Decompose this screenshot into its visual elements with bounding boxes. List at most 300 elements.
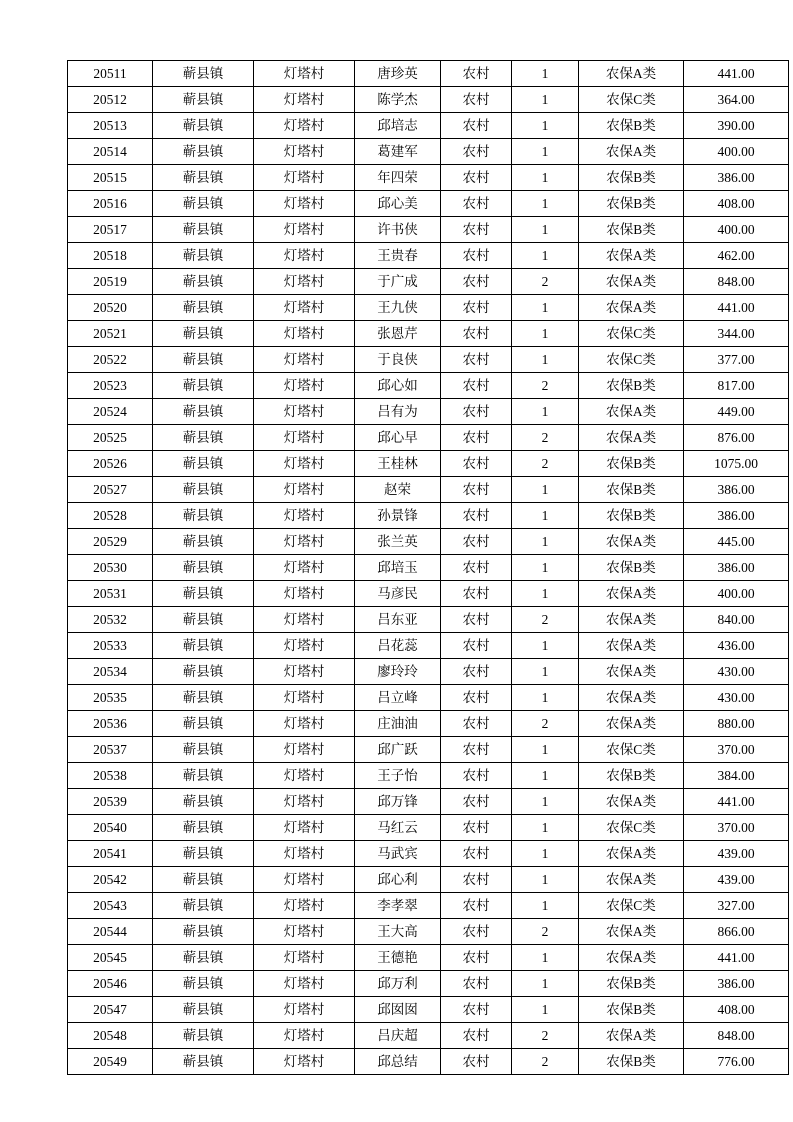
cell-household-type: 农村 <box>441 971 512 997</box>
cell-name: 邱广跃 <box>355 737 441 763</box>
table-row <box>68 451 789 477</box>
cell-count: 1 <box>512 477 579 503</box>
cell-id: 20511 <box>68 61 153 87</box>
cell-town: 蕲县镇 <box>153 997 254 1023</box>
cell-count: 1 <box>512 503 579 529</box>
cell-household-type: 农村 <box>441 841 512 867</box>
cell-id: 20547 <box>68 997 153 1023</box>
cell-village: 灯塔村 <box>254 893 355 919</box>
cell-household-type: 农村 <box>441 919 512 945</box>
table-row <box>68 139 789 165</box>
cell-count: 1 <box>512 633 579 659</box>
cell-id: 20549 <box>68 1049 153 1075</box>
cell-household-type: 农村 <box>441 373 512 399</box>
cell-category: 农保B类 <box>579 165 684 191</box>
cell-category: 农保A类 <box>579 919 684 945</box>
cell-count: 1 <box>512 347 579 373</box>
cell-village: 灯塔村 <box>254 997 355 1023</box>
table-row <box>68 919 789 945</box>
cell-id: 20548 <box>68 1023 153 1049</box>
table-row <box>68 945 789 971</box>
cell-town: 蕲县镇 <box>153 685 254 711</box>
cell-count: 1 <box>512 113 579 139</box>
cell-name: 邱心如 <box>355 373 441 399</box>
cell-town: 蕲县镇 <box>153 321 254 347</box>
table-row <box>68 503 789 529</box>
cell-category: 农保A类 <box>579 685 684 711</box>
cell-name: 邱心早 <box>355 425 441 451</box>
table-row <box>68 1049 789 1075</box>
cell-amount: 840.00 <box>684 607 789 633</box>
table-row <box>68 763 789 789</box>
cell-amount: 430.00 <box>684 659 789 685</box>
cell-id: 20525 <box>68 425 153 451</box>
cell-village: 灯塔村 <box>254 217 355 243</box>
cell-category: 农保C类 <box>579 737 684 763</box>
cell-household-type: 农村 <box>441 451 512 477</box>
cell-name: 王桂林 <box>355 451 441 477</box>
cell-amount: 848.00 <box>684 1023 789 1049</box>
cell-category: 农保B类 <box>579 477 684 503</box>
table-row <box>68 789 789 815</box>
cell-village: 灯塔村 <box>254 659 355 685</box>
cell-name: 唐珍英 <box>355 61 441 87</box>
table-row <box>68 113 789 139</box>
cell-id: 20534 <box>68 659 153 685</box>
cell-household-type: 农村 <box>441 269 512 295</box>
cell-name: 于广成 <box>355 269 441 295</box>
cell-amount: 386.00 <box>684 555 789 581</box>
cell-village: 灯塔村 <box>254 477 355 503</box>
cell-town: 蕲县镇 <box>153 347 254 373</box>
cell-count: 1 <box>512 217 579 243</box>
cell-household-type: 农村 <box>441 1049 512 1075</box>
cell-id: 20515 <box>68 165 153 191</box>
cell-id: 20542 <box>68 867 153 893</box>
cell-category: 农保A类 <box>579 945 684 971</box>
cell-id: 20516 <box>68 191 153 217</box>
cell-name: 葛建军 <box>355 139 441 165</box>
cell-name: 李孝翠 <box>355 893 441 919</box>
cell-category: 农保A类 <box>579 581 684 607</box>
cell-name: 吕花蕊 <box>355 633 441 659</box>
cell-id: 20527 <box>68 477 153 503</box>
cell-amount: 386.00 <box>684 503 789 529</box>
cell-category: 农保C类 <box>579 87 684 113</box>
cell-village: 灯塔村 <box>254 269 355 295</box>
table-row <box>68 815 789 841</box>
cell-household-type: 农村 <box>441 347 512 373</box>
cell-amount: 390.00 <box>684 113 789 139</box>
table-row <box>68 685 789 711</box>
cell-town: 蕲县镇 <box>153 737 254 763</box>
cell-id: 20526 <box>68 451 153 477</box>
cell-id: 20535 <box>68 685 153 711</box>
cell-village: 灯塔村 <box>254 61 355 87</box>
cell-category: 农保B类 <box>579 1049 684 1075</box>
cell-town: 蕲县镇 <box>153 451 254 477</box>
cell-name: 吕庆超 <box>355 1023 441 1049</box>
cell-amount: 436.00 <box>684 633 789 659</box>
cell-village: 灯塔村 <box>254 607 355 633</box>
cell-household-type: 农村 <box>441 633 512 659</box>
cell-category: 农保B类 <box>579 373 684 399</box>
cell-id: 20540 <box>68 815 153 841</box>
cell-household-type: 农村 <box>441 243 512 269</box>
table-row <box>68 971 789 997</box>
cell-id: 20522 <box>68 347 153 373</box>
cell-household-type: 农村 <box>441 893 512 919</box>
table-row <box>68 659 789 685</box>
cell-name: 于良侠 <box>355 347 441 373</box>
cell-household-type: 农村 <box>441 997 512 1023</box>
cell-name: 王大高 <box>355 919 441 945</box>
table-row <box>68 295 789 321</box>
cell-count: 2 <box>512 425 579 451</box>
cell-name: 邱心美 <box>355 191 441 217</box>
cell-town: 蕲县镇 <box>153 893 254 919</box>
cell-name: 马红云 <box>355 815 441 841</box>
cell-town: 蕲县镇 <box>153 87 254 113</box>
cell-name: 邱培玉 <box>355 555 441 581</box>
cell-name: 张恩芹 <box>355 321 441 347</box>
cell-id: 20539 <box>68 789 153 815</box>
cell-village: 灯塔村 <box>254 711 355 737</box>
cell-household-type: 农村 <box>441 139 512 165</box>
cell-id: 20538 <box>68 763 153 789</box>
cell-category: 农保B类 <box>579 113 684 139</box>
cell-village: 灯塔村 <box>254 1023 355 1049</box>
cell-category: 农保A类 <box>579 399 684 425</box>
table-row <box>68 633 789 659</box>
cell-household-type: 农村 <box>441 217 512 243</box>
cell-count: 1 <box>512 945 579 971</box>
cell-amount: 386.00 <box>684 971 789 997</box>
cell-amount: 876.00 <box>684 425 789 451</box>
cell-name: 孙景锋 <box>355 503 441 529</box>
cell-amount: 817.00 <box>684 373 789 399</box>
cell-count: 2 <box>512 711 579 737</box>
cell-household-type: 农村 <box>441 87 512 113</box>
cell-town: 蕲县镇 <box>153 971 254 997</box>
table-row <box>68 581 789 607</box>
cell-amount: 344.00 <box>684 321 789 347</box>
table-row <box>68 555 789 581</box>
cell-count: 1 <box>512 997 579 1023</box>
table-row <box>68 399 789 425</box>
cell-village: 灯塔村 <box>254 503 355 529</box>
cell-village: 灯塔村 <box>254 451 355 477</box>
cell-town: 蕲县镇 <box>153 373 254 399</box>
cell-id: 20536 <box>68 711 153 737</box>
cell-village: 灯塔村 <box>254 555 355 581</box>
cell-count: 1 <box>512 555 579 581</box>
cell-village: 灯塔村 <box>254 165 355 191</box>
cell-town: 蕲县镇 <box>153 113 254 139</box>
cell-category: 农保A类 <box>579 243 684 269</box>
cell-amount: 441.00 <box>684 945 789 971</box>
cell-town: 蕲县镇 <box>153 61 254 87</box>
table-row <box>68 997 789 1023</box>
cell-town: 蕲县镇 <box>153 477 254 503</box>
table-row <box>68 893 789 919</box>
cell-amount: 386.00 <box>684 477 789 503</box>
cell-id: 20523 <box>68 373 153 399</box>
cell-town: 蕲县镇 <box>153 503 254 529</box>
cell-town: 蕲县镇 <box>153 867 254 893</box>
cell-village: 灯塔村 <box>254 529 355 555</box>
table-row <box>68 737 789 763</box>
cell-id: 20532 <box>68 607 153 633</box>
table-row <box>68 217 789 243</box>
cell-town: 蕲县镇 <box>153 529 254 555</box>
cell-count: 1 <box>512 139 579 165</box>
cell-amount: 1075.00 <box>684 451 789 477</box>
cell-village: 灯塔村 <box>254 685 355 711</box>
cell-count: 1 <box>512 191 579 217</box>
table-row <box>68 269 789 295</box>
cell-amount: 377.00 <box>684 347 789 373</box>
cell-count: 1 <box>512 763 579 789</box>
cell-amount: 400.00 <box>684 139 789 165</box>
cell-town: 蕲县镇 <box>153 711 254 737</box>
cell-id: 20529 <box>68 529 153 555</box>
cell-household-type: 农村 <box>441 191 512 217</box>
cell-category: 农保A类 <box>579 425 684 451</box>
cell-name: 邱培志 <box>355 113 441 139</box>
cell-name: 邱心利 <box>355 867 441 893</box>
cell-household-type: 农村 <box>441 659 512 685</box>
cell-household-type: 农村 <box>441 711 512 737</box>
cell-category: 农保A类 <box>579 139 684 165</box>
cell-amount: 445.00 <box>684 529 789 555</box>
cell-count: 1 <box>512 529 579 555</box>
cell-count: 1 <box>512 867 579 893</box>
cell-count: 1 <box>512 87 579 113</box>
cell-amount: 370.00 <box>684 737 789 763</box>
cell-id: 20533 <box>68 633 153 659</box>
cell-household-type: 农村 <box>441 113 512 139</box>
table-row <box>68 373 789 399</box>
cell-town: 蕲县镇 <box>153 269 254 295</box>
cell-village: 灯塔村 <box>254 347 355 373</box>
cell-household-type: 农村 <box>441 425 512 451</box>
cell-village: 灯塔村 <box>254 113 355 139</box>
cell-town: 蕲县镇 <box>153 555 254 581</box>
cell-category: 农保B类 <box>579 217 684 243</box>
cell-id: 20530 <box>68 555 153 581</box>
cell-count: 2 <box>512 607 579 633</box>
cell-town: 蕲县镇 <box>153 815 254 841</box>
cell-amount: 439.00 <box>684 841 789 867</box>
cell-household-type: 农村 <box>441 763 512 789</box>
cell-household-type: 农村 <box>441 1023 512 1049</box>
cell-count: 1 <box>512 295 579 321</box>
cell-id: 20518 <box>68 243 153 269</box>
cell-name: 陈学杰 <box>355 87 441 113</box>
cell-household-type: 农村 <box>441 867 512 893</box>
cell-village: 灯塔村 <box>254 737 355 763</box>
cell-category: 农保A类 <box>579 789 684 815</box>
cell-category: 农保C类 <box>579 815 684 841</box>
cell-name: 年四荣 <box>355 165 441 191</box>
cell-village: 灯塔村 <box>254 191 355 217</box>
cell-town: 蕲县镇 <box>153 399 254 425</box>
cell-town: 蕲县镇 <box>153 425 254 451</box>
cell-count: 1 <box>512 243 579 269</box>
cell-household-type: 农村 <box>441 399 512 425</box>
cell-household-type: 农村 <box>441 815 512 841</box>
cell-count: 1 <box>512 893 579 919</box>
cell-amount: 880.00 <box>684 711 789 737</box>
table-row <box>68 529 789 555</box>
cell-town: 蕲县镇 <box>153 763 254 789</box>
cell-id: 20520 <box>68 295 153 321</box>
cell-village: 灯塔村 <box>254 373 355 399</box>
cell-name: 邱囡囡 <box>355 997 441 1023</box>
cell-category: 农保A类 <box>579 1023 684 1049</box>
table-row <box>68 87 789 113</box>
cell-name: 马武宾 <box>355 841 441 867</box>
cell-amount: 400.00 <box>684 217 789 243</box>
cell-id: 20514 <box>68 139 153 165</box>
cell-village: 灯塔村 <box>254 295 355 321</box>
cell-amount: 400.00 <box>684 581 789 607</box>
cell-id: 20512 <box>68 87 153 113</box>
cell-amount: 327.00 <box>684 893 789 919</box>
cell-village: 灯塔村 <box>254 633 355 659</box>
cell-id: 20545 <box>68 945 153 971</box>
cell-name: 邱万锋 <box>355 789 441 815</box>
cell-category: 农保B类 <box>579 763 684 789</box>
cell-village: 灯塔村 <box>254 763 355 789</box>
cell-category: 农保A类 <box>579 295 684 321</box>
cell-household-type: 农村 <box>441 555 512 581</box>
cell-id: 20546 <box>68 971 153 997</box>
cell-count: 1 <box>512 165 579 191</box>
cell-amount: 408.00 <box>684 997 789 1023</box>
cell-name: 张兰英 <box>355 529 441 555</box>
cell-village: 灯塔村 <box>254 971 355 997</box>
cell-village: 灯塔村 <box>254 945 355 971</box>
table-row <box>68 867 789 893</box>
cell-name: 廖玲玲 <box>355 659 441 685</box>
cell-id: 20537 <box>68 737 153 763</box>
table-body <box>68 61 789 1075</box>
cell-amount: 441.00 <box>684 295 789 321</box>
cell-count: 1 <box>512 61 579 87</box>
cell-town: 蕲县镇 <box>153 659 254 685</box>
subsidy-table <box>67 60 789 1075</box>
cell-name: 王贵春 <box>355 243 441 269</box>
cell-count: 1 <box>512 399 579 425</box>
table-row <box>68 841 789 867</box>
cell-category: 农保B类 <box>579 971 684 997</box>
cell-id: 20528 <box>68 503 153 529</box>
cell-village: 灯塔村 <box>254 425 355 451</box>
cell-category: 农保A类 <box>579 61 684 87</box>
cell-name: 王子怡 <box>355 763 441 789</box>
cell-count: 1 <box>512 581 579 607</box>
cell-category: 农保A类 <box>579 659 684 685</box>
cell-count: 1 <box>512 815 579 841</box>
cell-name: 马彦民 <box>355 581 441 607</box>
cell-amount: 866.00 <box>684 919 789 945</box>
cell-village: 灯塔村 <box>254 87 355 113</box>
cell-id: 20517 <box>68 217 153 243</box>
cell-category: 农保A类 <box>579 867 684 893</box>
table-row <box>68 607 789 633</box>
cell-village: 灯塔村 <box>254 1049 355 1075</box>
cell-amount: 408.00 <box>684 191 789 217</box>
cell-id: 20543 <box>68 893 153 919</box>
cell-village: 灯塔村 <box>254 581 355 607</box>
cell-household-type: 农村 <box>441 321 512 347</box>
cell-category: 农保B类 <box>579 555 684 581</box>
table-row <box>68 1023 789 1049</box>
cell-category: 农保C类 <box>579 893 684 919</box>
cell-amount: 462.00 <box>684 243 789 269</box>
cell-household-type: 农村 <box>441 295 512 321</box>
cell-count: 1 <box>512 321 579 347</box>
cell-name: 王德艳 <box>355 945 441 971</box>
cell-id: 20541 <box>68 841 153 867</box>
cell-count: 2 <box>512 1049 579 1075</box>
cell-village: 灯塔村 <box>254 243 355 269</box>
cell-count: 2 <box>512 1023 579 1049</box>
cell-village: 灯塔村 <box>254 841 355 867</box>
table-row <box>68 191 789 217</box>
cell-name: 吕立峰 <box>355 685 441 711</box>
cell-amount: 776.00 <box>684 1049 789 1075</box>
cell-town: 蕲县镇 <box>153 581 254 607</box>
cell-village: 灯塔村 <box>254 399 355 425</box>
cell-amount: 364.00 <box>684 87 789 113</box>
cell-count: 2 <box>512 451 579 477</box>
cell-village: 灯塔村 <box>254 815 355 841</box>
cell-town: 蕲县镇 <box>153 1049 254 1075</box>
cell-count: 2 <box>512 919 579 945</box>
cell-count: 1 <box>512 737 579 763</box>
cell-category: 农保A类 <box>579 529 684 555</box>
cell-town: 蕲县镇 <box>153 789 254 815</box>
cell-amount: 439.00 <box>684 867 789 893</box>
cell-household-type: 农村 <box>441 503 512 529</box>
cell-name: 许书侠 <box>355 217 441 243</box>
cell-town: 蕲县镇 <box>153 295 254 321</box>
cell-name: 邱总结 <box>355 1049 441 1075</box>
cell-category: 农保B类 <box>579 503 684 529</box>
cell-village: 灯塔村 <box>254 139 355 165</box>
cell-category: 农保B类 <box>579 191 684 217</box>
cell-id: 20521 <box>68 321 153 347</box>
cell-town: 蕲县镇 <box>153 139 254 165</box>
cell-name: 王九侠 <box>355 295 441 321</box>
cell-household-type: 农村 <box>441 165 512 191</box>
table-row <box>68 425 789 451</box>
cell-amount: 848.00 <box>684 269 789 295</box>
cell-category: 农保B类 <box>579 997 684 1023</box>
cell-name: 吕有为 <box>355 399 441 425</box>
cell-town: 蕲县镇 <box>153 217 254 243</box>
table-row <box>68 347 789 373</box>
cell-household-type: 农村 <box>441 581 512 607</box>
cell-amount: 441.00 <box>684 61 789 87</box>
cell-amount: 441.00 <box>684 789 789 815</box>
cell-household-type: 农村 <box>441 529 512 555</box>
table-row <box>68 61 789 87</box>
cell-id: 20513 <box>68 113 153 139</box>
